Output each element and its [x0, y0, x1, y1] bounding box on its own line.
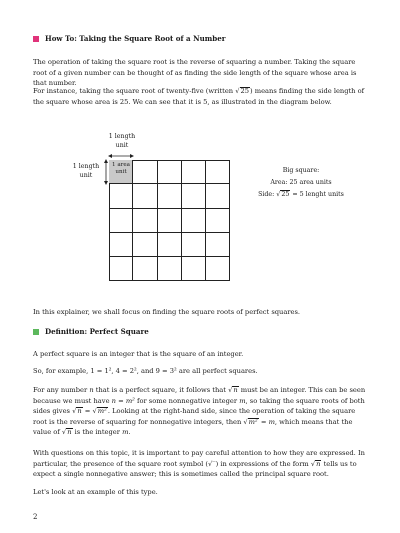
grid-cell	[133, 184, 157, 208]
grid-cell	[158, 209, 182, 233]
grid-cell	[158, 257, 182, 281]
radical-25: 25	[240, 87, 250, 95]
grid-cell	[206, 160, 230, 184]
five-by-five-grid	[109, 160, 230, 281]
grid-cell	[206, 184, 230, 208]
grid-cell	[158, 160, 182, 184]
definition-paragraph: A perfect square is an integer that is the square of an integer.	[33, 350, 244, 358]
grid-cell	[109, 233, 133, 257]
side-length-line: Side: √25 = 5 lenght units	[258, 191, 344, 199]
top-length-label: 1 length unit	[108, 133, 136, 149]
square-root-symbol: (√‾)	[205, 459, 219, 468]
grid-cell	[133, 160, 157, 184]
intro-paragraph: The operation of taking the square root is the reverse of squaring a number. Taking the square root of a given number can be thought of as finding the side length of the square whose area is that number.	[33, 58, 357, 88]
big-square-caption: Big square: Area: 25 area units Side: √25 = 5 lenght units	[246, 167, 356, 200]
grid-cell	[182, 160, 206, 184]
example-paragraph: For instance, taking the square root of twenty-five (written √25) means finding the side length of the square whose area is 25. We can see that it is 5, as illustrated in the diagram below.	[33, 87, 365, 106]
section-marker-icon	[33, 329, 39, 335]
section-heading-definition	[33, 327, 149, 336]
grid-cell	[109, 257, 133, 281]
grid-cell	[133, 257, 157, 281]
focus-paragraph: In this explainer, we shall focus on finding the square roots of perfect squares.	[33, 308, 301, 316]
left-length-label: 1 length unit	[72, 163, 100, 179]
grid-cell	[182, 233, 206, 257]
grid-cell	[206, 233, 230, 257]
top-length-arrow	[108, 152, 136, 160]
grid-cell	[182, 257, 206, 281]
area-unit-label: 1 area unit	[112, 162, 130, 176]
grid-cell	[206, 209, 230, 233]
examples-paragraph: So, for example, 1 = 1², 4 = 2², and 9 = 3² are all perfect squares.	[33, 367, 258, 375]
section-marker-icon	[33, 36, 39, 42]
example-lead-paragraph: Let's look at an example of this type.	[33, 488, 158, 496]
careful-paragraph: With questions on this topic, it is important to pay careful attention to how they are expressed. In particular, the presence of the square root symbol (√‾) in expressions of the form √n tells us to expect a single nonnegative answer; this is sometimes called the principal square root.	[33, 449, 365, 479]
grid-cell	[158, 184, 182, 208]
grid-cell	[182, 184, 206, 208]
grid-cell	[158, 233, 182, 257]
explanation-paragraph: For any number n that is a perfect square, it follows that √n must be an integer. This can be seen because we must have n = m² for some nonnegative integer m, so taking the square roots of both sides gives √n = √m². Looking at the right-hand side, since the operation of taking the square root is the reverse of squaring for nonnegative integers, then √m² = m, which means that the value of √n is the integer m.	[33, 386, 366, 437]
section-heading-how-to	[33, 34, 225, 43]
grid-cell	[109, 209, 133, 233]
grid-cell	[133, 209, 157, 233]
section-title: How To: Taking the Square Root of a Number	[45, 34, 226, 43]
grid-cell	[109, 184, 133, 208]
grid-cell	[133, 233, 157, 257]
section-title: Definition: Perfect Square	[45, 327, 149, 336]
grid-cell	[182, 209, 206, 233]
grid-cell	[206, 257, 230, 281]
page-number: 2	[33, 513, 38, 521]
